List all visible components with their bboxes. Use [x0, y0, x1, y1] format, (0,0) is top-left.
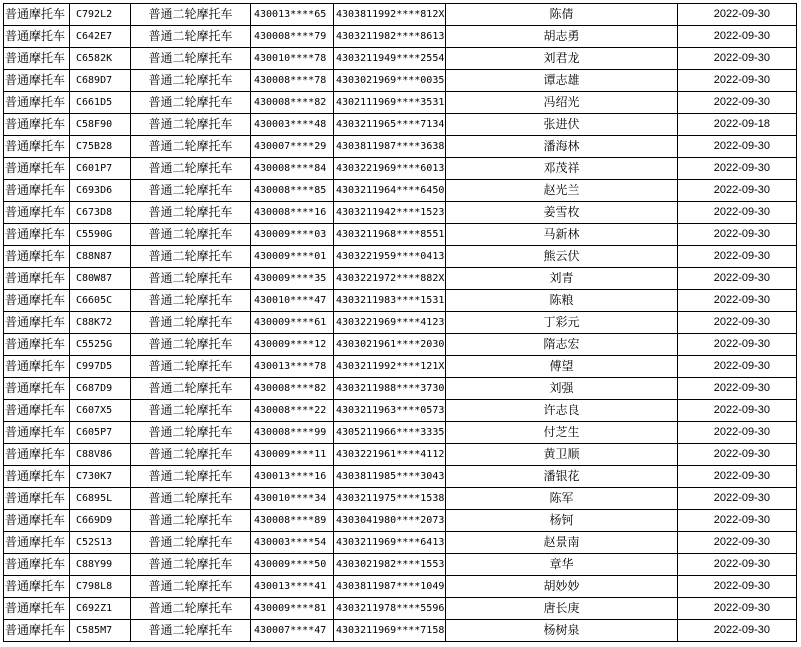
vehicle-type-cell: 普通摩托车 — [4, 620, 70, 642]
date-cell: 2022-09-30 — [678, 466, 797, 488]
owner-name-cell: 赵景南 — [446, 532, 678, 554]
date-cell: 2022-09-30 — [678, 532, 797, 554]
owner-name-cell: 潘海林 — [446, 136, 678, 158]
masked-code-cell: 430009****03 — [251, 224, 334, 246]
table-row — [4, 70, 797, 92]
masked-code-cell: 430003****54 — [251, 532, 334, 554]
owner-name-cell: 许志良 — [446, 400, 678, 422]
vehicle-class-cell: 普通二轮摩托车 — [131, 532, 251, 554]
vehicle-type-cell: 普通摩托车 — [4, 488, 70, 510]
masked-code-cell: 430008****99 — [251, 422, 334, 444]
plate-number-cell: C607X5 — [70, 400, 131, 422]
table-row — [4, 290, 797, 312]
plate-number-cell: C687D9 — [70, 378, 131, 400]
masked-code-cell: 430009****61 — [251, 312, 334, 334]
table-row — [4, 378, 797, 400]
id-number-cell: 4303021961****2030 — [334, 334, 446, 356]
table-row — [4, 158, 797, 180]
vehicle-class-cell: 普通二轮摩托车 — [131, 576, 251, 598]
vehicle-type-cell: 普通摩托车 — [4, 466, 70, 488]
owner-name-cell: 马新林 — [446, 224, 678, 246]
plate-number-cell: C80W87 — [70, 268, 131, 290]
id-number-cell: 4303211965****7134 — [334, 114, 446, 136]
vehicle-type-cell: 普通摩托车 — [4, 532, 70, 554]
plate-number-cell: C605P7 — [70, 422, 131, 444]
date-cell: 2022-09-30 — [678, 202, 797, 224]
table-body — [4, 4, 797, 642]
owner-name-cell: 胡妙妙 — [446, 576, 678, 598]
owner-name-cell: 冯绍光 — [446, 92, 678, 114]
vehicle-class-cell: 普通二轮摩托车 — [131, 48, 251, 70]
plate-number-cell: C585M7 — [70, 620, 131, 642]
date-cell: 2022-09-30 — [678, 400, 797, 422]
vehicle-class-cell: 普通二轮摩托车 — [131, 202, 251, 224]
vehicle-class-cell: 普通二轮摩托车 — [131, 378, 251, 400]
table-row — [4, 400, 797, 422]
date-cell: 2022-09-30 — [678, 224, 797, 246]
vehicle-class-cell: 普通二轮摩托车 — [131, 246, 251, 268]
table-row — [4, 48, 797, 70]
date-cell: 2022-09-30 — [678, 4, 797, 26]
masked-code-cell: 430008****22 — [251, 400, 334, 422]
id-number-cell: 4303211942****1523 — [334, 202, 446, 224]
id-number-cell: 4303211992****121X — [334, 356, 446, 378]
masked-code-cell: 430008****82 — [251, 378, 334, 400]
owner-name-cell: 姜雪枚 — [446, 202, 678, 224]
vehicle-type-cell: 普通摩托车 — [4, 224, 70, 246]
owner-name-cell: 赵光兰 — [446, 180, 678, 202]
table-row — [4, 268, 797, 290]
date-cell: 2022-09-30 — [678, 246, 797, 268]
vehicle-type-cell: 普通摩托车 — [4, 554, 70, 576]
table-row — [4, 620, 797, 642]
id-number-cell: 4303211982****8613 — [334, 26, 446, 48]
vehicle-class-cell: 普通二轮摩托车 — [131, 114, 251, 136]
date-cell: 2022-09-30 — [678, 576, 797, 598]
id-number-cell: 4303211969****7158 — [334, 620, 446, 642]
masked-code-cell: 430013****16 — [251, 466, 334, 488]
date-cell: 2022-09-30 — [678, 356, 797, 378]
owner-name-cell: 傅望 — [446, 356, 678, 378]
owner-name-cell: 黄卫顺 — [446, 444, 678, 466]
id-number-cell: 4303211988****3730 — [334, 378, 446, 400]
vehicle-type-cell: 普通摩托车 — [4, 158, 70, 180]
masked-code-cell: 430009****35 — [251, 268, 334, 290]
id-number-cell: 4303221961****4112 — [334, 444, 446, 466]
date-cell: 2022-09-30 — [678, 620, 797, 642]
id-number-cell: 4303811985****3043 — [334, 466, 446, 488]
masked-code-cell: 430009****50 — [251, 554, 334, 576]
vehicle-type-cell: 普通摩托车 — [4, 444, 70, 466]
vehicle-type-cell: 普通摩托车 — [4, 378, 70, 400]
vehicle-type-cell: 普通摩托车 — [4, 246, 70, 268]
plate-number-cell: C6895L — [70, 488, 131, 510]
vehicle-type-cell: 普通摩托车 — [4, 202, 70, 224]
plate-number-cell: C693D6 — [70, 180, 131, 202]
id-number-cell: 4303211963****0573 — [334, 400, 446, 422]
id-number-cell: 4303211983****1531 — [334, 290, 446, 312]
date-cell: 2022-09-30 — [678, 334, 797, 356]
masked-code-cell: 430008****78 — [251, 70, 334, 92]
owner-name-cell: 陈粮 — [446, 290, 678, 312]
plate-number-cell: C52S13 — [70, 532, 131, 554]
date-cell: 2022-09-30 — [678, 422, 797, 444]
table-row — [4, 26, 797, 48]
vehicle-class-cell: 普通二轮摩托车 — [131, 26, 251, 48]
id-number-cell: 4303811992****812X — [334, 4, 446, 26]
table-row — [4, 136, 797, 158]
vehicle-type-cell: 普通摩托车 — [4, 576, 70, 598]
vehicle-class-cell: 普通二轮摩托车 — [131, 422, 251, 444]
owner-name-cell: 张进伏 — [446, 114, 678, 136]
date-cell: 2022-09-30 — [678, 290, 797, 312]
owner-name-cell: 章华 — [446, 554, 678, 576]
vehicle-type-cell: 普通摩托车 — [4, 180, 70, 202]
plate-number-cell: C642E7 — [70, 26, 131, 48]
table-row — [4, 312, 797, 334]
vehicle-class-cell: 普通二轮摩托车 — [131, 268, 251, 290]
plate-number-cell: C5590G — [70, 224, 131, 246]
vehicle-type-cell: 普通摩托车 — [4, 598, 70, 620]
owner-name-cell: 隋志宏 — [446, 334, 678, 356]
owner-name-cell: 谭志雄 — [446, 70, 678, 92]
vehicle-class-cell: 普通二轮摩托车 — [131, 290, 251, 312]
plate-number-cell: C997D5 — [70, 356, 131, 378]
owner-name-cell: 刘君龙 — [446, 48, 678, 70]
vehicle-class-cell: 普通二轮摩托车 — [131, 488, 251, 510]
plate-number-cell: C689D7 — [70, 70, 131, 92]
id-number-cell: 4303021969****0035 — [334, 70, 446, 92]
date-cell: 2022-09-30 — [678, 158, 797, 180]
owner-name-cell: 刘强 — [446, 378, 678, 400]
owner-name-cell: 胡志勇 — [446, 26, 678, 48]
table-row — [4, 224, 797, 246]
masked-code-cell: 430009****81 — [251, 598, 334, 620]
id-number-cell: 4303221959****0413 — [334, 246, 446, 268]
plate-number-cell: C669D9 — [70, 510, 131, 532]
date-cell: 2022-09-30 — [678, 510, 797, 532]
plate-number-cell: C798L8 — [70, 576, 131, 598]
date-cell: 2022-09-30 — [678, 180, 797, 202]
table-row — [4, 554, 797, 576]
date-cell: 2022-09-30 — [678, 488, 797, 510]
vehicle-type-cell: 普通摩托车 — [4, 334, 70, 356]
date-cell: 2022-09-30 — [678, 92, 797, 114]
vehicle-type-cell: 普通摩托车 — [4, 70, 70, 92]
vehicle-type-cell: 普通摩托车 — [4, 290, 70, 312]
vehicle-class-cell: 普通二轮摩托车 — [131, 356, 251, 378]
vehicle-class-cell: 普通二轮摩托车 — [131, 4, 251, 26]
vehicle-type-cell: 普通摩托车 — [4, 48, 70, 70]
owner-name-cell: 潘银花 — [446, 466, 678, 488]
table-row — [4, 422, 797, 444]
owner-name-cell: 丁彩元 — [446, 312, 678, 334]
plate-number-cell: C692Z1 — [70, 598, 131, 620]
id-number-cell: 4303021982****1553 — [334, 554, 446, 576]
masked-code-cell: 430010****78 — [251, 48, 334, 70]
vehicle-type-cell: 普通摩托车 — [4, 4, 70, 26]
date-cell: 2022-09-30 — [678, 136, 797, 158]
owner-name-cell: 杨钶 — [446, 510, 678, 532]
id-number-cell: 4303211969****6413 — [334, 532, 446, 554]
vehicle-type-cell: 普通摩托车 — [4, 356, 70, 378]
vehicle-type-cell: 普通摩托车 — [4, 136, 70, 158]
plate-number-cell: C88V86 — [70, 444, 131, 466]
masked-code-cell: 430008****84 — [251, 158, 334, 180]
id-number-cell: 4303211949****2554 — [334, 48, 446, 70]
masked-code-cell: 430013****41 — [251, 576, 334, 598]
table-row — [4, 488, 797, 510]
date-cell: 2022-09-30 — [678, 554, 797, 576]
vehicle-class-cell: 普通二轮摩托车 — [131, 444, 251, 466]
vehicle-class-cell: 普通二轮摩托车 — [131, 620, 251, 642]
id-number-cell: 4302111969****3531 — [334, 92, 446, 114]
vehicle-class-cell: 普通二轮摩托车 — [131, 554, 251, 576]
date-cell: 2022-09-30 — [678, 598, 797, 620]
id-number-cell: 4303221969****4123 — [334, 312, 446, 334]
masked-code-cell: 430009****12 — [251, 334, 334, 356]
id-number-cell: 4303811987****1049 — [334, 576, 446, 598]
vehicle-class-cell: 普通二轮摩托车 — [131, 92, 251, 114]
masked-code-cell: 430008****79 — [251, 26, 334, 48]
table-row — [4, 334, 797, 356]
masked-code-cell: 430013****78 — [251, 356, 334, 378]
masked-code-cell: 430010****47 — [251, 290, 334, 312]
table-row — [4, 576, 797, 598]
masked-code-cell: 430009****11 — [251, 444, 334, 466]
masked-code-cell: 430008****16 — [251, 202, 334, 224]
masked-code-cell: 430009****01 — [251, 246, 334, 268]
table-row — [4, 532, 797, 554]
table-row — [4, 246, 797, 268]
id-number-cell: 4303041980****2073 — [334, 510, 446, 532]
table-row — [4, 356, 797, 378]
vehicle-type-cell: 普通摩托车 — [4, 510, 70, 532]
date-cell: 2022-09-30 — [678, 70, 797, 92]
vehicle-class-cell: 普通二轮摩托车 — [131, 466, 251, 488]
owner-name-cell: 刘青 — [446, 268, 678, 290]
table-row — [4, 510, 797, 532]
date-cell: 2022-09-30 — [678, 378, 797, 400]
vehicle-type-cell: 普通摩托车 — [4, 26, 70, 48]
plate-number-cell: C6605C — [70, 290, 131, 312]
table-row — [4, 92, 797, 114]
vehicle-type-cell: 普通摩托车 — [4, 268, 70, 290]
owner-name-cell: 杨树泉 — [446, 620, 678, 642]
id-number-cell: 4303221969****6013 — [334, 158, 446, 180]
masked-code-cell: 430013****65 — [251, 4, 334, 26]
id-number-cell: 4303211964****6450 — [334, 180, 446, 202]
masked-code-cell: 430008****82 — [251, 92, 334, 114]
plate-number-cell: C5525G — [70, 334, 131, 356]
plate-number-cell: C661D5 — [70, 92, 131, 114]
vehicle-class-cell: 普通二轮摩托车 — [131, 70, 251, 92]
id-number-cell: 4303811987****3638 — [334, 136, 446, 158]
id-number-cell: 4305211966****3335 — [334, 422, 446, 444]
id-number-cell: 4303211975****1538 — [334, 488, 446, 510]
vehicle-class-cell: 普通二轮摩托车 — [131, 136, 251, 158]
id-number-cell: 4303221972****882X — [334, 268, 446, 290]
plate-number-cell: C6582K — [70, 48, 131, 70]
owner-name-cell: 邓茂祥 — [446, 158, 678, 180]
table-row — [4, 202, 797, 224]
date-cell: 2022-09-30 — [678, 312, 797, 334]
vehicle-type-cell: 普通摩托车 — [4, 312, 70, 334]
date-cell: 2022-09-30 — [678, 444, 797, 466]
owner-name-cell: 唐长庚 — [446, 598, 678, 620]
vehicle-class-cell: 普通二轮摩托车 — [131, 180, 251, 202]
masked-code-cell: 430003****48 — [251, 114, 334, 136]
owner-name-cell: 熊云伏 — [446, 246, 678, 268]
vehicle-class-cell: 普通二轮摩托车 — [131, 598, 251, 620]
vehicle-class-cell: 普通二轮摩托车 — [131, 158, 251, 180]
table-row — [4, 598, 797, 620]
owner-name-cell: 陈倩 — [446, 4, 678, 26]
owner-name-cell: 付芝生 — [446, 422, 678, 444]
table-row — [4, 466, 797, 488]
vehicle-type-cell: 普通摩托车 — [4, 400, 70, 422]
id-number-cell: 4303211968****8551 — [334, 224, 446, 246]
plate-number-cell: C673D8 — [70, 202, 131, 224]
table-row — [4, 444, 797, 466]
date-cell: 2022-09-30 — [678, 268, 797, 290]
vehicle-class-cell: 普通二轮摩托车 — [131, 400, 251, 422]
vehicle-type-cell: 普通摩托车 — [4, 114, 70, 136]
date-cell: 2022-09-30 — [678, 26, 797, 48]
vehicle-class-cell: 普通二轮摩托车 — [131, 334, 251, 356]
plate-number-cell: C792L2 — [70, 4, 131, 26]
id-number-cell: 4303211978****5596 — [334, 598, 446, 620]
vehicle-class-cell: 普通二轮摩托车 — [131, 510, 251, 532]
vehicle-type-cell: 普通摩托车 — [4, 422, 70, 444]
plate-number-cell: C88K72 — [70, 312, 131, 334]
date-cell: 2022-09-18 — [678, 114, 797, 136]
masked-code-cell: 430008****85 — [251, 180, 334, 202]
table-row — [4, 180, 797, 202]
table-row — [4, 4, 797, 26]
masked-code-cell: 430008****89 — [251, 510, 334, 532]
masked-code-cell: 430010****34 — [251, 488, 334, 510]
table-row — [4, 114, 797, 136]
date-cell: 2022-09-30 — [678, 48, 797, 70]
vehicle-type-cell: 普通摩托车 — [4, 92, 70, 114]
vehicle-class-cell: 普通二轮摩托车 — [131, 312, 251, 334]
plate-number-cell: C75B28 — [70, 136, 131, 158]
vehicle-class-cell: 普通二轮摩托车 — [131, 224, 251, 246]
plate-number-cell: C88N87 — [70, 246, 131, 268]
plate-number-cell: C601P7 — [70, 158, 131, 180]
masked-code-cell: 430007****47 — [251, 620, 334, 642]
plate-number-cell: C88Y99 — [70, 554, 131, 576]
masked-code-cell: 430007****29 — [251, 136, 334, 158]
plate-number-cell: C730K7 — [70, 466, 131, 488]
plate-number-cell: C58F90 — [70, 114, 131, 136]
owner-name-cell: 陈军 — [446, 488, 678, 510]
registration-table — [3, 3, 797, 642]
